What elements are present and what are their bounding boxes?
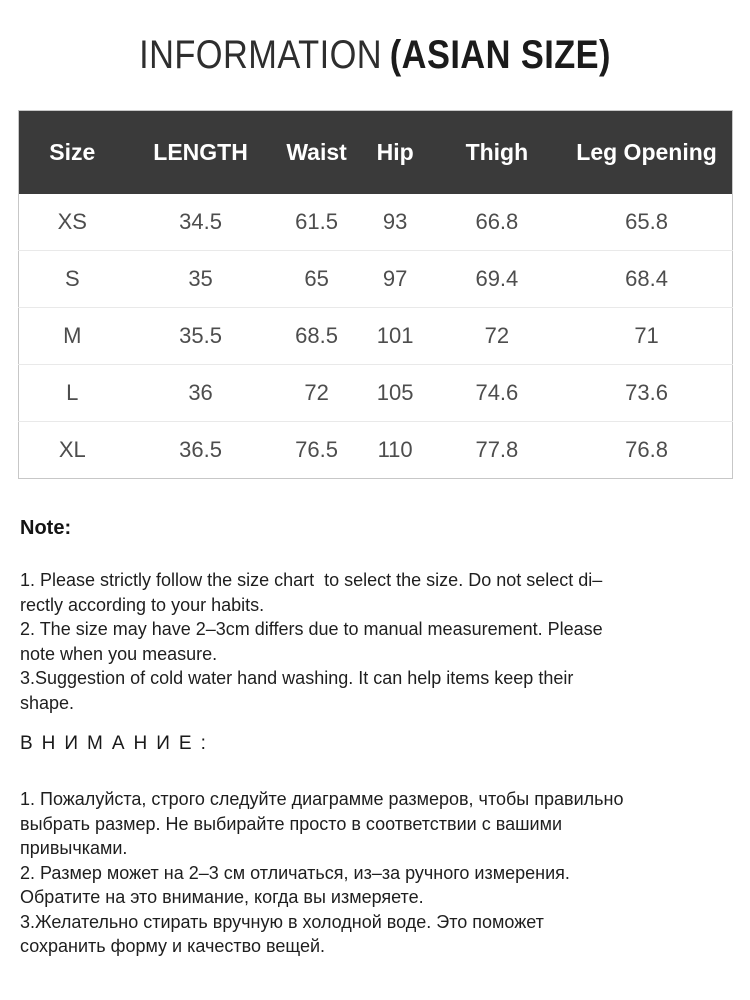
column-header-waist: Waist: [276, 111, 358, 194]
size-table: [18, 110, 733, 479]
hip-cell: 97: [358, 251, 433, 308]
leg-opening-cell: 71: [561, 308, 732, 365]
length-cell: 35: [126, 251, 276, 308]
note-line: rectly according to your habits.: [20, 594, 265, 615]
waist-cell: 61.5: [276, 194, 358, 251]
table-row-xl: [19, 422, 733, 479]
attention-line: Обратите на это внимание, когда вы измеряете.: [20, 887, 424, 907]
leg-opening-cell: 73.6: [561, 365, 732, 422]
page-title: [53, 33, 698, 78]
attention-line: 1. Пожалуйста, строго следуйте диаграмме размеров, чтобы правильно: [20, 789, 624, 809]
size-label-cell: L: [19, 365, 126, 422]
leg-opening-cell: 68.4: [561, 251, 732, 308]
leg-opening-cell: 65.8: [561, 194, 732, 251]
note-line: shape.: [20, 692, 75, 713]
length-cell: 36: [126, 365, 276, 422]
note-section: [20, 515, 732, 715]
title-information: INFORMATION: [139, 33, 383, 77]
note-line: 1. Please strictly follow the size chart to select the size. Do not select di–: [20, 570, 603, 590]
title-asian-size: (ASIAN SIZE): [389, 33, 611, 77]
hip-cell: 101: [358, 308, 433, 365]
length-cell: 36.5: [126, 422, 276, 479]
length-cell: 35.5: [126, 308, 276, 365]
hip-cell: 110: [358, 422, 433, 479]
size-label-cell: XL: [19, 422, 126, 479]
thigh-cell: 72: [433, 308, 562, 365]
size-label-cell: S: [19, 251, 126, 308]
note-line: note when you measure.: [20, 643, 218, 664]
attention-heading: ВНИМАНИЕ:: [20, 733, 215, 754]
column-header-hip: Hip: [358, 111, 433, 194]
length-cell: 34.5: [126, 194, 276, 251]
size-label-cell: M: [19, 308, 126, 365]
note-line: 3.Suggestion of cold water hand washing. It can help items keep their: [20, 668, 574, 688]
waist-cell: 65: [276, 251, 358, 308]
thigh-cell: 66.8: [433, 194, 562, 251]
attention-line: 3.Желательно стирать вручную в холодной воде. Это поможет: [20, 911, 544, 932]
leg-opening-cell: 76.8: [561, 422, 732, 479]
hip-cell: 105: [358, 365, 433, 422]
waist-cell: 76.5: [276, 422, 358, 479]
thigh-cell: 69.4: [433, 251, 562, 308]
column-header-length: LENGTH: [126, 111, 276, 194]
attention-line: привычками.: [20, 838, 128, 858]
attention-line: 2. Размер может на 2–3 см отличаться, из–за ручного измерения.: [20, 862, 570, 883]
attention-section: [20, 731, 732, 959]
attention-line: выбрать размер. Не выбирайте просто в соответствии с вашими: [20, 813, 563, 834]
size-table-header-row: [19, 111, 733, 194]
table-row-m: [19, 308, 733, 365]
column-header-leg-opening: Leg Opening: [561, 111, 732, 194]
table-row-xs: [19, 194, 733, 251]
table-row-l: [19, 365, 733, 422]
waist-cell: 68.5: [276, 308, 358, 365]
waist-cell: 72: [276, 365, 358, 422]
size-label-cell: XS: [19, 194, 126, 251]
column-header-thigh: Thigh: [433, 111, 562, 194]
thigh-cell: 74.6: [433, 365, 562, 422]
column-header-size: Size: [19, 111, 126, 194]
thigh-cell: 77.8: [433, 422, 562, 479]
hip-cell: 93: [358, 194, 433, 251]
table-row-s: [19, 251, 733, 308]
note-line: 2. The size may have 2–3cm differs due to manual measurement. Please: [20, 619, 603, 639]
attention-line: сохранить форму и качество вещей.: [20, 936, 326, 956]
note-heading: Note:: [20, 517, 72, 539]
